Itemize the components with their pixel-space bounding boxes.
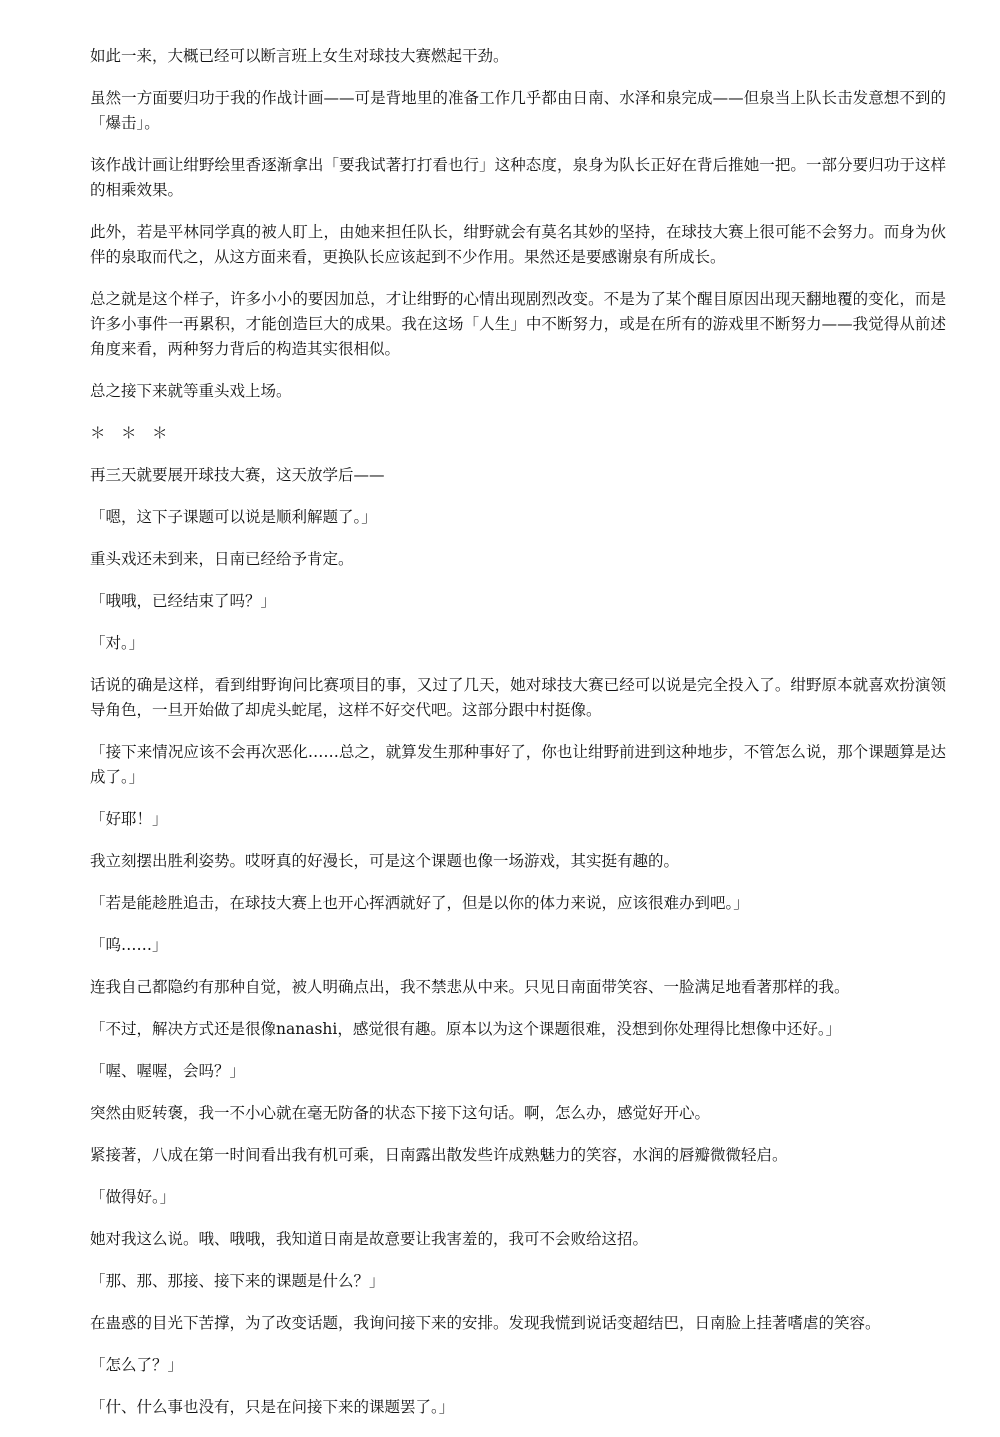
dialogue-line: 「呜……」 — [90, 936, 168, 954]
dialogue-line: 「怎么了？」 — [90, 1356, 184, 1374]
dialogue-line: 「对。」 — [90, 634, 145, 652]
paragraph-22: 突然由贬转褒，我一不小心就在毫无防备的状态下接下这句话。啊，怎么办，感觉好开心。 — [90, 1104, 711, 1122]
dialogue-line: 「若是能趁胜追击，在球技大赛上也开心挥洒就好了，但是以你的体力来说，应该很难办到吧。」 — [90, 894, 749, 912]
paragraph-6: 总之接下来就等重头戏上场。 — [90, 382, 292, 400]
dialogue-line: 「哦哦，已经结束了吗？」 — [90, 592, 277, 610]
dialogue-line: 「不过，解决方式还是很像nanashi，感觉很有趣。原本以为这个课题很难，没想到你处理得比想像中还好。」 — [90, 1020, 842, 1038]
dialogue-line: 「那、那、那接、接下来的课题是什么？」 — [90, 1272, 385, 1290]
paragraph-16: 我立刻摆出胜利姿势。哎呀真的好漫长，可是这个课题也像一场游戏，其实挺有趣的。 — [90, 852, 680, 870]
dialogue-line: 「嗯，这下子课题可以说是顺利解题了。」 — [90, 508, 377, 526]
dialogue-line: 「做得好。」 — [90, 1188, 176, 1206]
document-page — [90, 44, 946, 1437]
paragraph-10: 重头戏还未到来，日南已经给予肯定。 — [90, 550, 354, 568]
scene-break: ＊ ＊ ＊ — [90, 424, 168, 442]
paragraph-13: 话说的确是这样，看到绀野询问比赛项目的事，又过了几天，她对球技大赛已经可以说是完全投入了。绀野原本就喜欢扮演领导角色，一旦开始做了却虎头蛇尾，这样不好交代吧。这部分跟中村挺像。 — [90, 676, 946, 719]
dialogue-line: 「接下来情况应该不会再次恶化……总之，就算发生那种事好了，你也让绀野前进到这种地步，不管怎么说，那个课题算是达成了。」 — [90, 743, 946, 786]
paragraph-2: 虽然一方面要归功于我的作战计画——可是背地里的准备工作几乎都由日南、水泽和泉完成——但泉当上队长击发意想不到的「爆击」。 — [90, 89, 946, 132]
dialogue-line: 「好耶！」 — [90, 810, 168, 828]
paragraph-19: 连我自己都隐约有那种自觉，被人明确点出，我不禁悲从中来。只见日南面带笑容、一脸满足地看著那样的我。 — [90, 978, 850, 996]
paragraph-3: 该作战计画让绀野绘里香逐渐拿出「要我试著打打看也行」这种态度，泉身为队长正好在背后推她一把。一部分要归功于这样的相乘效果。 — [90, 156, 946, 199]
paragraph-23: 紧接著，八成在第一时间看出我有机可乘，日南露出散发些许成熟魅力的笑容，水润的唇瓣微微轻启。 — [90, 1146, 788, 1164]
paragraph-8: 再三天就要展开球技大赛，这天放学后—— — [90, 466, 385, 484]
dialogue-line: 「喔、喔喔，会吗？」 — [90, 1062, 246, 1080]
dialogue-line: 「什、什么事也没有，只是在问接下来的课题罢了。」 — [90, 1398, 455, 1416]
paragraph-27: 在蛊惑的目光下苦撑，为了改变话题，我询问接下来的安排。发现我慌到说话变超结巴，日南脸上挂著嗜虐的笑容。 — [90, 1314, 881, 1332]
paragraph-1: 如此一来，大概已经可以断言班上女生对球技大赛燃起干劲。 — [90, 47, 509, 65]
paragraph-25: 她对我这么说。哦、哦哦，我知道日南是故意要让我害羞的，我可不会败给这招。 — [90, 1230, 649, 1248]
paragraph-5: 总之就是这个样子，许多小小的要因加总，才让绀野的心情出现剧烈改变。不是为了某个醒目原因出现天翻地覆的变化，而是许多小事件一再累积，才能创造巨大的成果。我在这场「人生」中不断努力，或是在所有的游戏里不断努力——我觉得从前述角度来看，两种努力背后的构造其实很相似。 — [90, 290, 946, 358]
paragraph-4: 此外，若是平林同学真的被人盯上，由她来担任队长，绀野就会有莫名其妙的坚持，在球技大赛上很可能不会努力。而身为伙伴的泉取而代之，从这方面来看，更换队长应该起到不少作用。果然还是要感谢泉有所成长。 — [90, 223, 946, 266]
